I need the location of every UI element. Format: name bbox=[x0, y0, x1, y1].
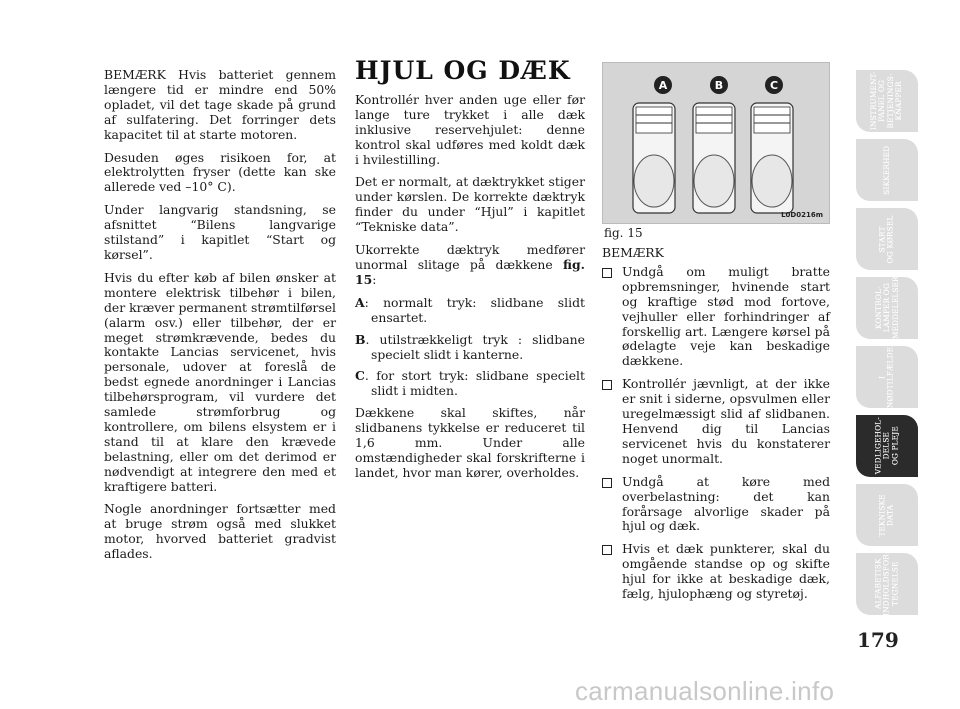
tire-wear-illustration bbox=[603, 63, 829, 223]
item-text-c: for stort tryk: slidbane specielt slidt i midten. bbox=[371, 368, 585, 399]
tab-warning-lights[interactable] bbox=[856, 277, 918, 339]
item-key-c: C bbox=[355, 368, 365, 384]
page-number: 179 bbox=[857, 628, 899, 652]
accessories-paragraph: Hvis du efter køb af bilen ønsker at montere elektrisk tilbehør i bilen, der kræver permanent strømtilførsel (alarm osv.) eller tilbehør, der er meget strømkrævende, bedes du kontakte Lancias servicenet, hvis personale, udover at foreslå de bedst egnede anordninger i Lancias tilbehørsprogram, vil vurdere det samlede strømforbrug og kontrollere, om bilens elsystem er i stand til at klare den krævede belastning, eller om det derimod er nødvendigt at integrere den med et kraftigere batteri. bbox=[104, 269, 336, 494]
label-b: B bbox=[714, 79, 724, 92]
list-item bbox=[602, 475, 830, 535]
tab-label: KONTROL- LAMPER OG MEDDELELSER bbox=[873, 276, 900, 340]
list-item bbox=[602, 265, 830, 369]
list-item-b: B. utilstrækkeligt tryk : slidbane specielt slidt i kanterne. bbox=[355, 331, 585, 362]
battery-note-paragraph: BEMÆRK Hvis batteriet gennem længere tid er mindre end 50% opladet, vil det tage skade på grund af sulfatering. Det forringer dets kapacitet til at starte motoren. bbox=[104, 67, 336, 142]
check-pressure-paragraph: Kontrollér hver anden uge eller før lange ture trykket i alle dæk inklusive reservehjulet: denne kontrol skal udføres med koldt dæk i hvilestilling. bbox=[355, 91, 585, 167]
middle-column bbox=[355, 56, 585, 489]
tab-label: SIKKERHED bbox=[881, 145, 891, 195]
tire-c-icon bbox=[751, 103, 793, 213]
wear-intro-colon: : bbox=[372, 271, 377, 287]
checkbox-bullet-icon bbox=[602, 545, 612, 555]
bullet-text: Undgå at køre med overbelastning: det kan forårsage alvorlige skader på hjul og dæk. bbox=[622, 473, 830, 534]
item-key-b: B bbox=[355, 331, 366, 347]
tab-label: VEDLIGEHOL- DELSE OG PLEJE bbox=[873, 417, 900, 475]
watermark: carmanualsonline.info bbox=[575, 676, 835, 706]
label-a: A bbox=[658, 79, 668, 92]
long-standstill-paragraph: Under langvarig standsning, se afsnittet “Bilens langvarige stilstand” i kapitlet “Start og kørsel”. bbox=[104, 202, 336, 262]
figure-caption: fig. 15 bbox=[604, 226, 643, 240]
item-text-b: utilstrækkeligt tryk : slidbane specielt slidt i kanterne. bbox=[371, 331, 585, 362]
item-text-a: normalt tryk: slidbane slidt ensartet. bbox=[371, 294, 585, 325]
tire-b-icon bbox=[693, 103, 735, 213]
list-item-c: C. for stort tryk: slidbane specielt slidt i midten. bbox=[355, 368, 585, 399]
checkbox-bullet-icon bbox=[602, 380, 612, 390]
section-title: HJUL OG DÆK bbox=[355, 56, 571, 85]
tab-technical-data[interactable] bbox=[856, 484, 918, 546]
left-column bbox=[104, 68, 336, 570]
list-item-a: A: normalt tryk: slidbane slidt ensartet. bbox=[355, 294, 585, 325]
list-item bbox=[602, 377, 830, 466]
tab-instrument-panel[interactable] bbox=[856, 70, 918, 132]
tab-safety[interactable] bbox=[856, 139, 918, 201]
tire-wear-figure bbox=[602, 62, 830, 224]
wear-intro-paragraph bbox=[355, 243, 585, 288]
tab-label: INSTRUMENT- PANEL OG BETJENINGS- KNAPPER bbox=[869, 71, 904, 131]
note-heading: BEMÆRK bbox=[602, 245, 664, 260]
list-item bbox=[602, 542, 830, 602]
tab-maintenance[interactable] bbox=[856, 415, 918, 477]
item-key-a: A bbox=[355, 294, 365, 310]
bullet-text: Hvis et dæk punkterer, skal du omgående standse op og skifte hjul for ikke at beskadige dæk, fælg, hjulophæng og styretøj. bbox=[622, 541, 830, 602]
figure-code: L0D0216m bbox=[781, 211, 823, 219]
right-column bbox=[602, 246, 830, 610]
electrolyte-paragraph: Desuden øges risikoen for, at elektrolytten fryser (dette kan ske allerede ved –10° C). bbox=[104, 149, 336, 195]
pressure-increase-paragraph: Det er normalt, at dæktrykket stiger under kørslen. De korrekte dæktryk finder du under “Hjul” i kapitlet “Tekniske data”. bbox=[355, 174, 585, 235]
wear-intro-text: Ukorrekte dæktryk medfører unormal slitage på dækkene bbox=[355, 242, 585, 272]
tire-a-icon bbox=[633, 103, 675, 213]
power-drain-paragraph: Nogle anordninger fortsætter med at bruge strøm også med slukket motor, hvorved batteriet gradvist aflades. bbox=[104, 501, 336, 562]
bullet-text: Kontrollér jævnligt, at der ikke er snit i siderne, opsvulmen eller uregelmæssigt slid af slidbanen. Henvend dig til Lancias servicenet hvis du konstaterer noget unormalt. bbox=[622, 376, 830, 466]
bullet-text: Undgå om muligt bratte opbremsninger, hvinende start og kraftige stød mod fortove, vejhuller eller forhindringer af forskellig art. Længere kørsel på ødelagte veje kan beskadige dækkene. bbox=[622, 263, 830, 369]
tread-depth-paragraph: Dækkene skal skiftes, når slidbanens tykkelse er reduceret til 1,6 mm. Under alle omstændigheder skal forskrifterne i landet, hvor man kører, overholdes. bbox=[355, 405, 585, 480]
tab-emergency[interactable] bbox=[856, 346, 918, 408]
checkbox-bullet-icon bbox=[602, 478, 612, 488]
tab-index[interactable] bbox=[856, 553, 918, 615]
tab-label: START OG KØRSEL bbox=[877, 215, 895, 263]
label-c: C bbox=[769, 79, 779, 92]
tab-label: I NØDTILFÆLDE bbox=[877, 346, 895, 408]
checkbox-bullet-icon bbox=[602, 268, 612, 278]
tab-label: ALFABETISK INDHOLDSFOR- TEGNELSE bbox=[873, 551, 900, 617]
tab-label: TEKNISKE DATA bbox=[877, 493, 895, 537]
tab-start-driving[interactable] bbox=[856, 208, 918, 270]
figure-reference: fig. 15 bbox=[355, 256, 585, 287]
